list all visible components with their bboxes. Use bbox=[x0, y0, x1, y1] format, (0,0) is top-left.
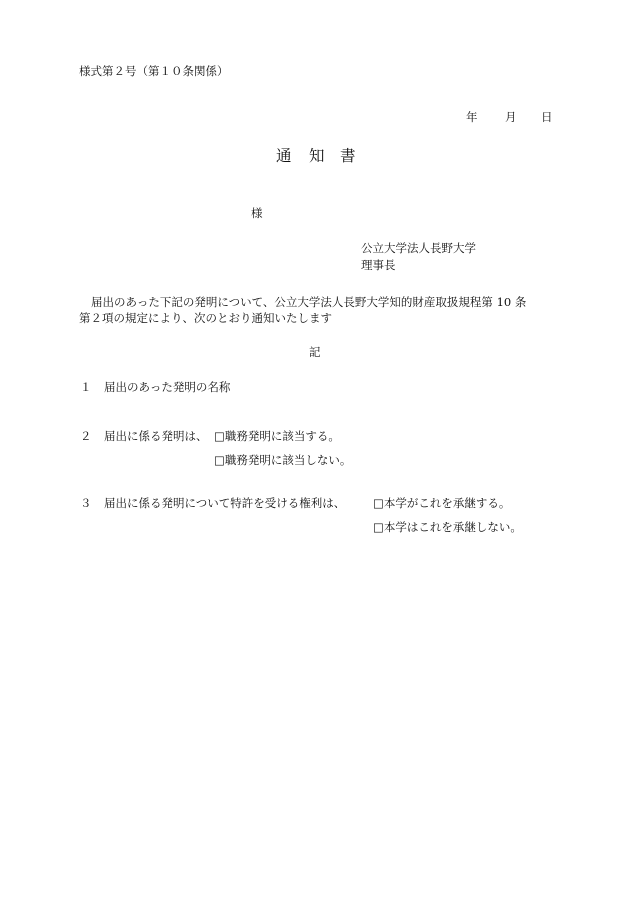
item-2-text: 届出に係る発明は、 bbox=[104, 429, 208, 443]
sender-position: 理事長 bbox=[361, 258, 396, 272]
document-title-char-1: 通 bbox=[276, 147, 292, 165]
recipient-suffix: 様 bbox=[251, 206, 263, 220]
date-year: 年 bbox=[466, 110, 478, 124]
item-3-number: ３ bbox=[80, 496, 92, 510]
document-title-char-2: 知 bbox=[309, 147, 325, 165]
item-2-option-1: □職務発明に該当する。 bbox=[214, 429, 340, 443]
item-2-option-2: □職務発明に該当しない。 bbox=[214, 453, 352, 467]
item-1-text: 届出のあった発明の名称 bbox=[104, 380, 231, 394]
document-title-char-3: 書 bbox=[340, 147, 356, 165]
date-month: 月 bbox=[505, 110, 517, 124]
item-1-number: １ bbox=[80, 380, 92, 394]
item-3-option-1: □本学がこれを承継する。 bbox=[373, 496, 511, 510]
sender-organization: 公立大学法人長野大学 bbox=[361, 241, 476, 255]
form-id: 様式第２号（第１０条関係） bbox=[79, 64, 229, 78]
body-line-2: 第２項の規定により、次のとおり通知いたします bbox=[79, 311, 332, 325]
item-2-number: ２ bbox=[80, 429, 92, 443]
item-3-text: 届出に係る発明について特許を受ける権利は、 bbox=[104, 496, 346, 510]
body-line-1: 届出のあった下記の発明について、公立大学法人長野大学知的財産取扱規程第 10 条 bbox=[91, 295, 527, 309]
item-3-option-2: □本学はこれを承継しない。 bbox=[373, 520, 522, 534]
ki-heading: 記 bbox=[309, 345, 321, 359]
date-day: 日 bbox=[541, 110, 553, 124]
